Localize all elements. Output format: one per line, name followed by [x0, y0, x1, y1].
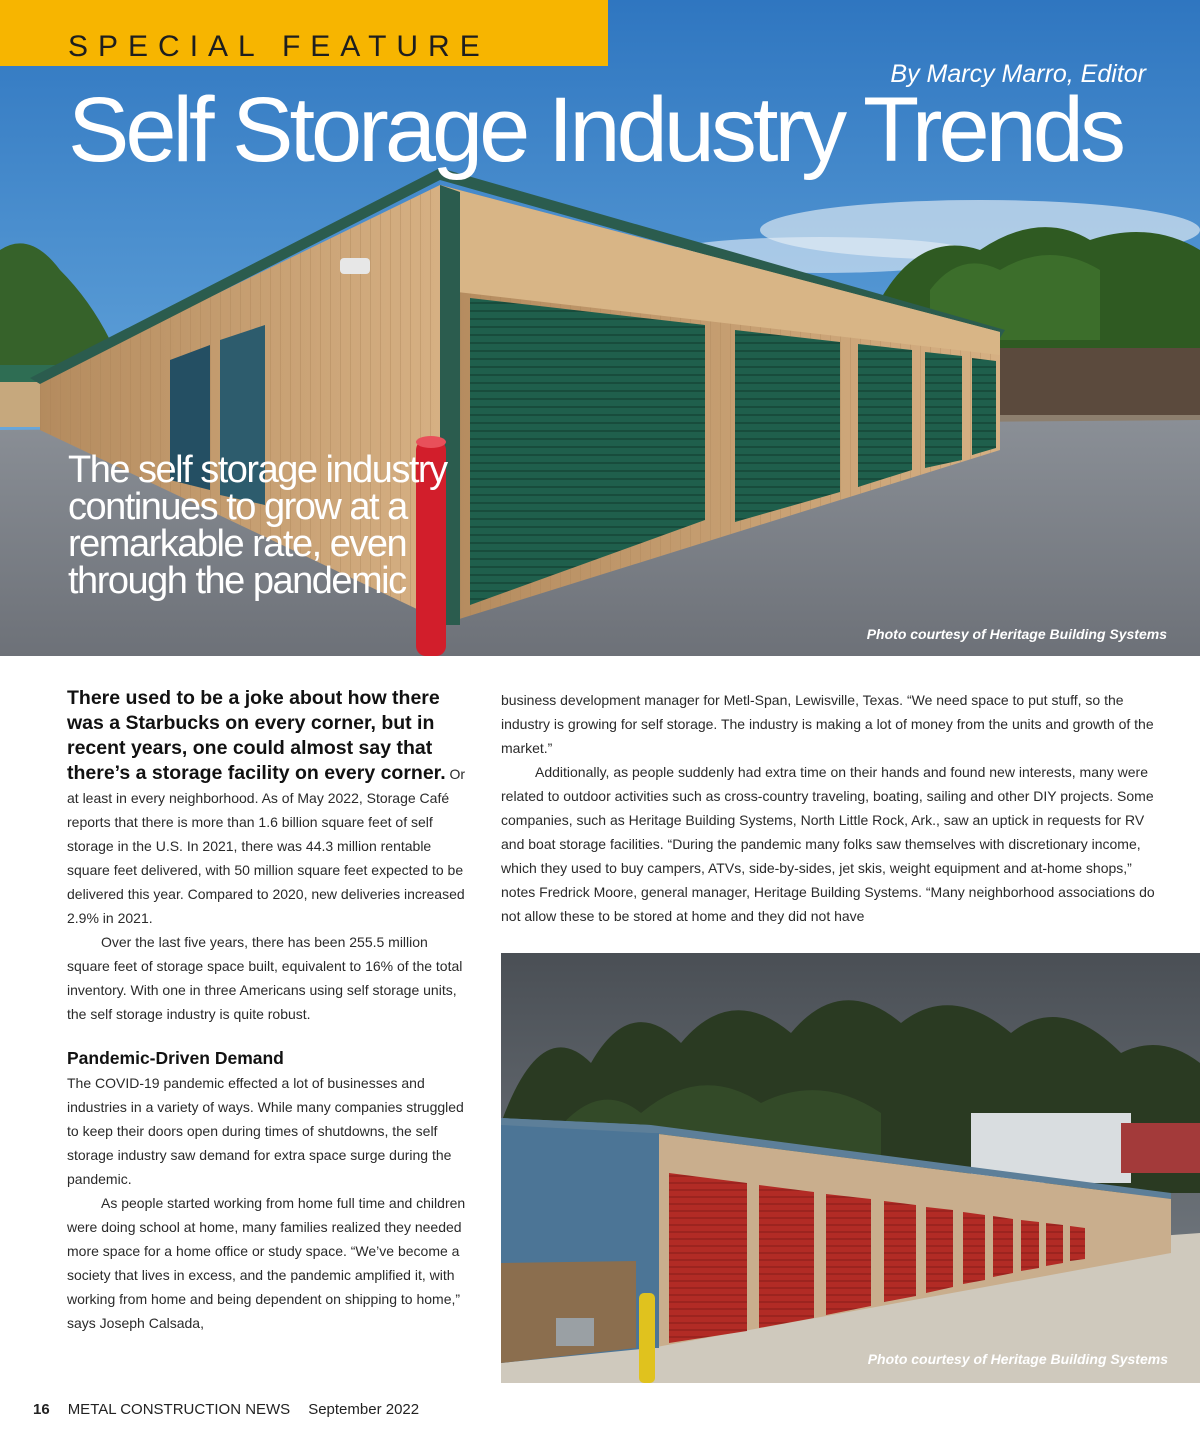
deck: The self storage industry continues to grow at a remarkable rate, even through the pandemic	[68, 449, 447, 602]
paragraph-6: Additionally, as people suddenly had extra time on their hands and found new interests, many were related to outdoor activities such as cross-country traveling, boating, sailing and other DIY projects. Some companies, such as Heritage Building Systems, North Little Rock, Ark., saw an uptick in requests for RV and boat storage facilities. “During the pandemic many folks saw themselves with discretionary income, which they used to buy campers, ATVs, side-by-sides, jet skis, weight equipment and at-home shops,” notes Fredrick Moore, general manager, Heritage Building Systems. “Many neighborhood associations do not allow these to be stored at home and they did not have	[501, 764, 1155, 924]
page-footer	[33, 1401, 419, 1418]
lead-rest: Or at least in every neighborhood. As of May 2022, Storage Café reports that there is more than 1.6 billion square feet of self storage in the U.S. In 2021, there was 44.3 million rentable square feet delivered, with 50 million square feet expected to be delivered this year. Compared to 2020, new deliveries increased 2.9% in 2021.	[67, 766, 466, 926]
magazine-name: METAL CONSTRUCTION NEWS	[67, 1401, 291, 1418]
second-photo	[501, 953, 1200, 1383]
section-banner	[0, 0, 608, 66]
left-column	[67, 686, 467, 1335]
byline: By Marcy Marro, Editor	[890, 60, 1146, 88]
section-label: SPECIAL FEATURE	[68, 30, 490, 63]
second-photo-credit: Photo courtesy of Heritage Building Systems	[867, 1351, 1168, 1367]
headline: Self Storage Industry Trends	[68, 79, 1122, 181]
lead-paragraph	[67, 686, 467, 930]
paragraph-3: The COVID-19 pandemic effected a lot of businesses and industries in a variety of ways. While many companies struggled to keep their doors open during times of shutdowns, the self storage industry saw demand for extra space surge during the pandemic.	[67, 1075, 464, 1187]
paragraph-4: As people started working from home full time and children were doing school at home, many families realized they needed more space for a home office or study space. “We’ve become a society that lives in excess, and the pandemic amplified it, with working from home and being dependent on shipping to home,” says Joseph Calsada,	[67, 1195, 466, 1331]
paragraph-5: business development manager for Metl-Span, Lewisville, Texas. “We need space to put stuff, so the industry is growing for self storage. The industry is making a lot of money from the units and growth of the market.”	[501, 692, 1154, 756]
right-column	[501, 688, 1166, 928]
hero-photo	[0, 0, 1200, 656]
paragraph-2: Over the last five years, there has been 255.5 million square feet of storage space built, equivalent to 16% of the total inventory. With one in three Americans using self storage units, the self storage industry is quite robust.	[67, 934, 463, 1022]
hero-photo-credit: Photo courtesy of Heritage Building Systems	[866, 626, 1167, 642]
issue-date: September 2022	[308, 1401, 420, 1418]
storage-building-photo-icon	[501, 953, 1200, 1383]
subhead: Pandemic-Driven Demand	[67, 1048, 284, 1068]
page-number: 16	[33, 1401, 50, 1418]
lead-bold: There used to be a joke about how there was a Starbucks on every corner, but in recent years, one could almost say that there’s a storage facility on every corner.	[67, 687, 446, 784]
